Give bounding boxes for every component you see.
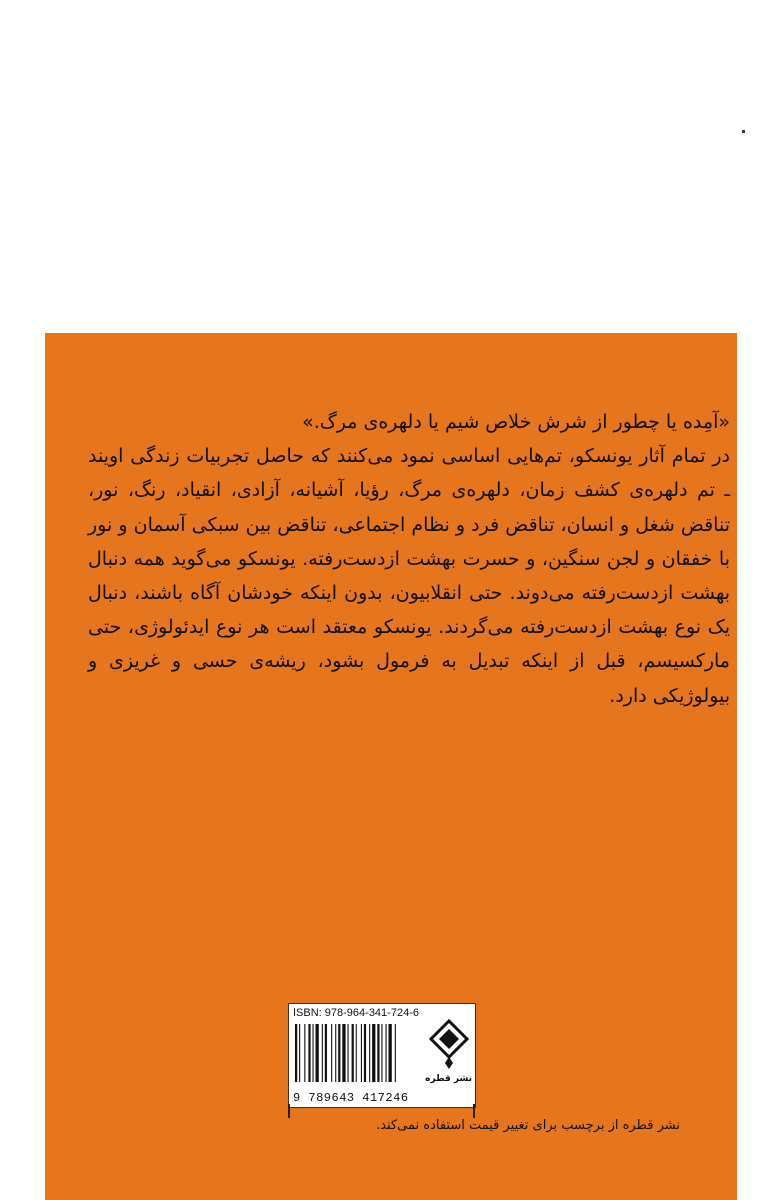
epigraph-quote: «آمِده یا چطور از شرش خلاص شیم یا دلهره‌ی مرگ.» (302, 411, 730, 433)
print-mark (742, 130, 745, 133)
barcode-guard-left (288, 1104, 290, 1118)
synopsis-paragraph: در تمام آثار یونسکو، تم‌هایی اساسی نمود می‌کنند که حاصل تجربیات زندگی اویند ـ تم دلهره‌ی کشف زمان، دلهره‌ی مرگ، رؤیا، آشیانه، آزادی، انقیاد، رنگ، نور، تناقض شغل و انسان، تناقض فرد و نظام اجتماعی، تناقض بین سبکی آسمان و نور با خفقان و لجن سنگین، و حسرت بهشت ازدست‌رفته. یونسکو می‌گوید همه دنبال بهشت ازدست‌رفته می‌دوند. حتی انقلابیون، بدون اینکه خودشان آگاه باشند، دنبال یک نوع بهشت ازدست‌رفته می‌گردند. یونسکو معتقد است هر نوع ایدئولوژی، حتی مارکسیسم، قبل از اینکه تبدیل به فرمول بشود، ریشه‌ی حسی و غریزی و بیولوژیکی دارد. (88, 445, 730, 707)
barcode-digits: 9 789643 417246 (293, 1091, 409, 1105)
publisher-logo-text: نشر قطره (425, 1074, 472, 1084)
price-note: نشر قطره از برچسب برای تغییر قیمت استفاده نمی‌کند. (376, 1118, 680, 1133)
synopsis-text (88, 405, 730, 713)
isbn-number: ISBN: 978-964-341-724-6 (293, 1007, 419, 1019)
barcode-icon (295, 1024, 425, 1082)
barcode-guard-right (473, 1104, 475, 1118)
